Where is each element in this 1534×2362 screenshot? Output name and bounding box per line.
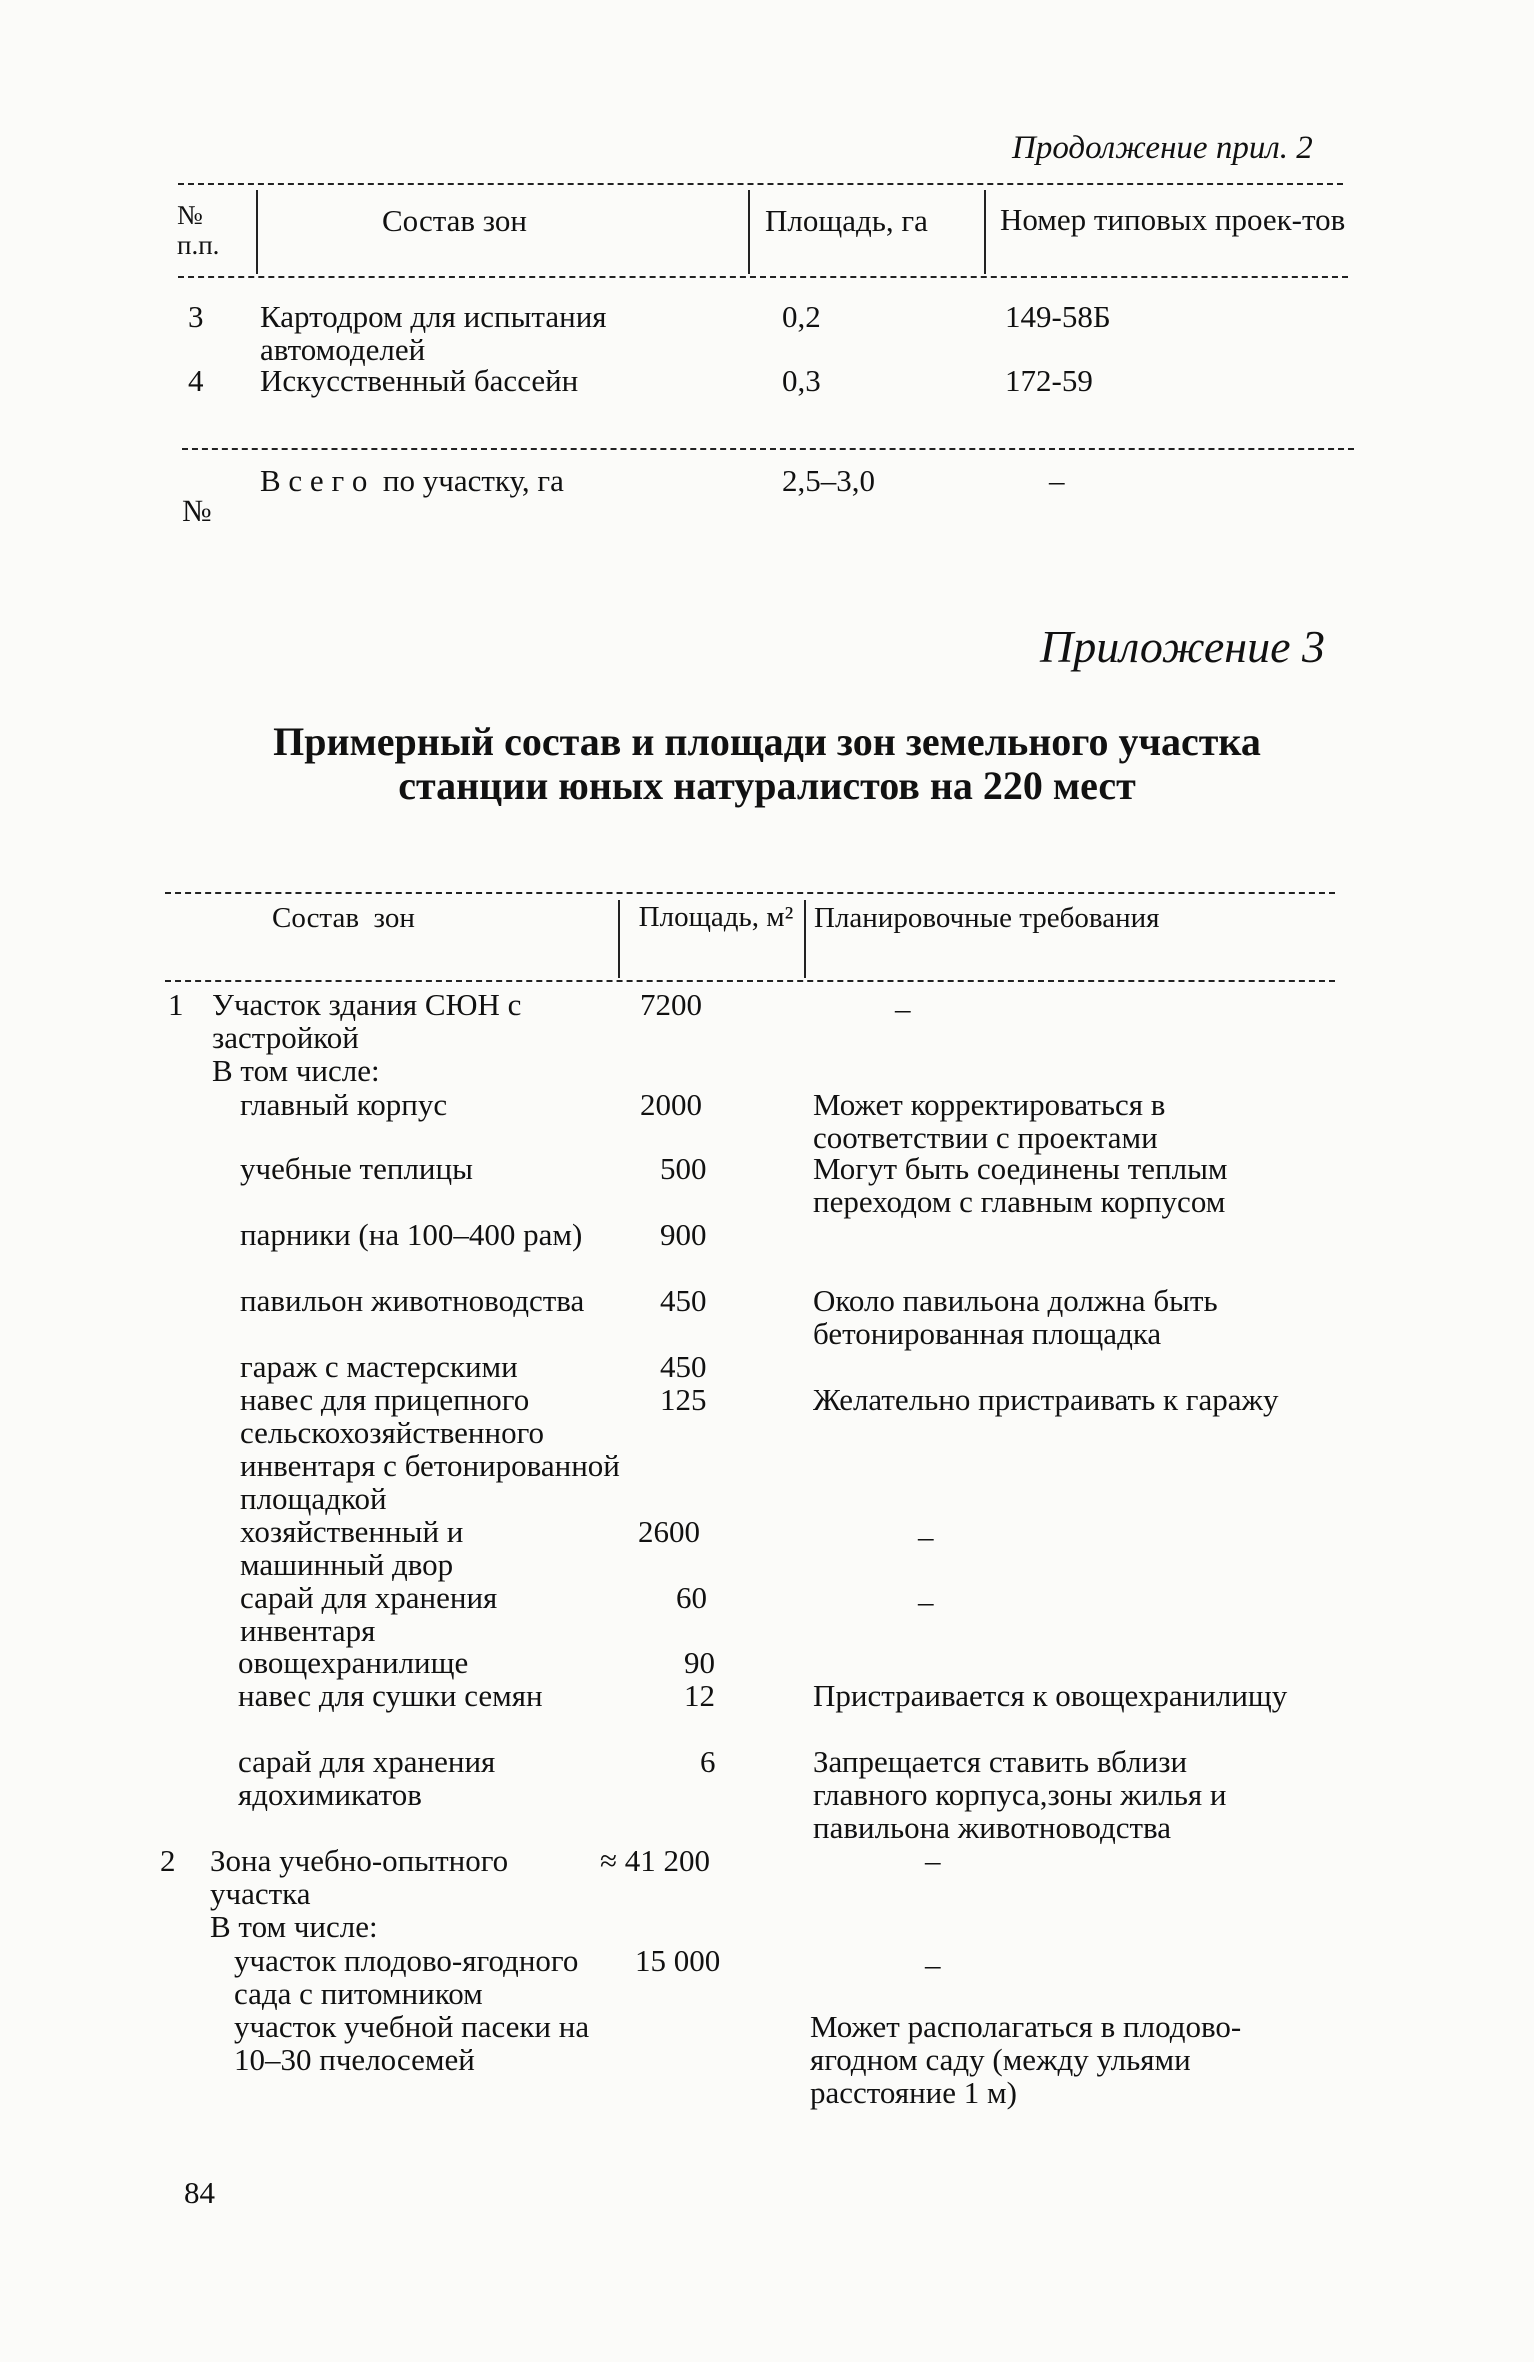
table1-top-rule [178,183,1343,185]
table-row-area: 500 [660,1151,707,1186]
continuation-caption: Продолжение прил. 2 [1012,130,1313,166]
table-row-name: навес для сушки семян [238,1678,543,1713]
table-row-area: 15 000 [635,1943,721,1978]
table-row-area: 60 [676,1580,707,1615]
table-row-note: Около павильона должна быть бетонированная площадка [813,1283,1218,1351]
table-row-note: – [918,1584,934,1619]
table1-header-rule [178,276,1348,278]
table-row-note: Могут быть соединены теплым переходом с главным корпусом [813,1151,1228,1219]
table-row-area: 12 [684,1678,715,1713]
table-row-note: Пристраивается к овощехранилищу [813,1678,1288,1713]
stray-number-mark: № [182,493,212,528]
table1-total-project: – [1049,463,1065,498]
table1-header-composition: Состав зон [382,203,527,238]
table-row-name: гараж с мастерскими [240,1349,518,1384]
table1-total-area: 2,5–3,0 [782,463,875,498]
table-row-name: навес для прицепного сельскохозяйственного инвентаря с бетонированной площадкой [240,1382,620,1516]
page-subtitle: станции юных натуралистов на 220 мест [398,763,1136,808]
table1-header-num: № п.п. [177,200,220,260]
table-row-num: 4 [188,363,204,398]
table-row-area: 6 [700,1744,716,1779]
table-row-note: – [925,1947,941,1982]
table2-header-requirements: Планировочные требования [814,902,1160,934]
table-row-num: 1 [168,987,184,1022]
table-row-note: Запрещается ставить вблизи главного корпуса,зоны жилья и павильона животноводства [813,1744,1227,1845]
table-row-name: хозяйственный и машинный двор [240,1514,464,1582]
table-row-note: – [895,991,911,1026]
table-row-name: парники (на 100–400 рам) [240,1217,583,1252]
table1-col-divider [256,190,258,274]
table-row-area: 7200 [640,987,702,1022]
table1-col-divider [984,190,986,274]
table1-header-projects: Номер типовых проек-тов [1000,202,1346,237]
table2-header-area: Площадь, м² [638,901,794,933]
table-row-name: В том числе: [210,1909,378,1944]
table-row-note: – [925,1843,941,1878]
table1-total-rule [182,448,1354,450]
table-row-name: участок плодово-ягодного сада с питомником [234,1943,579,2011]
table-row-area: 125 [660,1382,707,1417]
table-row-num: 3 [188,299,204,334]
table-row-name: В том числе: [212,1053,380,1088]
table-row-note: Может располагаться в плодово-ягодном саду (между ульями расстояние 1 м) [810,2009,1242,2110]
table-row-note: Желательно пристраивать к гаражу [813,1382,1279,1417]
table-row-project: 149-58Б [1005,299,1111,334]
table-row-area: ≈ 41 200 [600,1843,711,1878]
page-title: Примерный состав и площади зон земельного участка [273,719,1261,764]
table-row-note: Может корректироваться в соответствии с проектами [813,1087,1166,1155]
table2-col-divider [804,900,806,978]
table-row-area: 2000 [640,1087,702,1122]
table-row-project: 172-59 [1005,363,1093,398]
table-row-name: сарай для хранения инвентаря [240,1580,498,1648]
table-row-name: овощехранилище [238,1645,469,1680]
table2-header-rule [165,980,1335,982]
table-row-name: павильон животноводства [240,1283,585,1318]
table-row-name: Картодром для испытания автомоделей [260,299,607,367]
table2-col-divider [618,900,620,978]
table-row-num: 2 [160,1843,176,1878]
table-row-area: 0,3 [782,363,821,398]
table-row-name: главный корпус [240,1087,448,1122]
table-row-name: Искусственный бассейн [260,363,579,398]
appendix-label: Приложение 3 [1040,621,1326,672]
table-row-name: Зона учебно-опытного участка [210,1843,509,1911]
table-row-name: учебные теплицы [240,1151,473,1186]
page-number: 84 [184,2175,215,2210]
table-row-name: Участок здания СЮН с застройкой [212,987,522,1055]
table-row-name: сарай для хранения ядохимикатов [238,1744,496,1812]
table1-total-label: В с е г о по участку, га [260,463,564,498]
table-row-area: 450 [660,1283,707,1318]
table-row-area: 900 [660,1217,707,1252]
table-row-name: участок учебной пасеки на 10–30 пчелосемей [234,2009,590,2077]
table-row-area: 90 [684,1645,715,1680]
table1-col-divider [748,190,750,274]
table1-header-area: Площадь, га [765,203,928,238]
table2-top-rule [165,892,1335,894]
table-row-note: – [918,1519,934,1554]
table2-header-composition: Состав зон [272,902,415,934]
table-row-area: 2600 [638,1514,700,1549]
table-row-area: 450 [660,1349,707,1384]
table-row-area: 0,2 [782,299,821,334]
